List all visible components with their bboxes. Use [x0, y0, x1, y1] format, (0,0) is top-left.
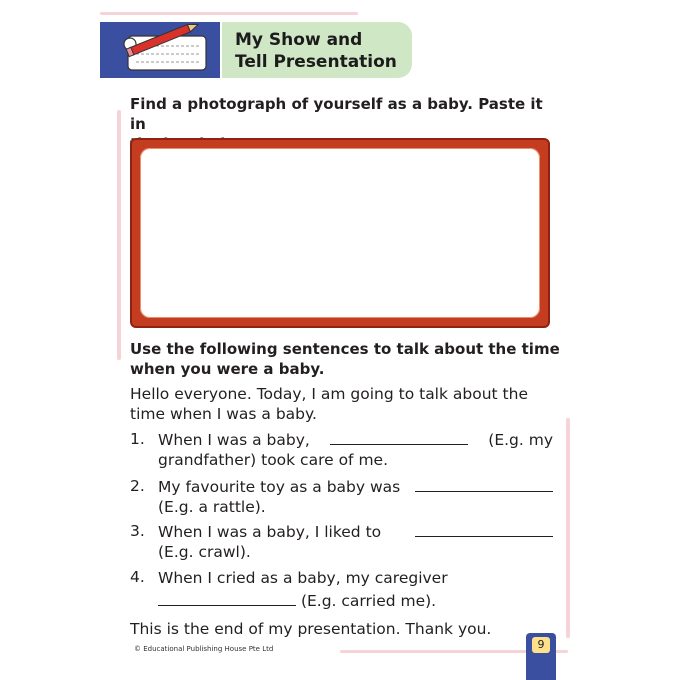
page-title-line1: My Show and [235, 30, 363, 50]
top-guide-line [100, 12, 358, 15]
list-item-2: My favourite toy as a baby was (E.g. a rattle). [158, 477, 553, 517]
page-title [222, 22, 412, 78]
intro-text: Hello everyone. Today, I am going to talk about the time when I was a baby. [130, 385, 528, 423]
answer-blank-3[interactable] [415, 522, 553, 537]
header-icon-band [100, 22, 220, 78]
photo-paste-box [130, 138, 550, 328]
list-item-1: When I was a baby, (E.g. my grandfather) took care of me. [158, 431, 553, 469]
item-number: 4. [130, 568, 145, 586]
instruction-paste-photo: Find a photograph of yourself as a baby. Paste it in [130, 95, 543, 133]
page-number-tab [526, 633, 556, 680]
item-number: 1. [130, 430, 145, 448]
page-title-line2: Tell Presentation [235, 52, 397, 72]
item-number: 2. [130, 477, 145, 495]
list-item-3: When I was a baby, I liked to (E.g. crawl). [158, 522, 553, 562]
closing-text: This is the end of my presentation. Thank you. [130, 620, 492, 638]
answer-blank-1[interactable] [330, 430, 468, 445]
copyright-notice: © Educational Publishing House Pte Ltd [134, 645, 274, 653]
page-number: 9 [532, 637, 550, 653]
right-guide-line [566, 418, 570, 638]
photo-paste-area [140, 148, 540, 318]
left-guide-line [117, 110, 121, 360]
list-item-4: When I cried as a baby, my caregiver (E.g. carried me). [158, 569, 448, 610]
item-number: 3. [130, 522, 145, 540]
answer-blank-4[interactable] [158, 591, 296, 606]
instruction-talk: Use the following sentences to talk about the time when you were a baby. [130, 340, 560, 378]
answer-blank-2[interactable] [415, 477, 553, 492]
pencil-paper-icon [100, 22, 220, 78]
